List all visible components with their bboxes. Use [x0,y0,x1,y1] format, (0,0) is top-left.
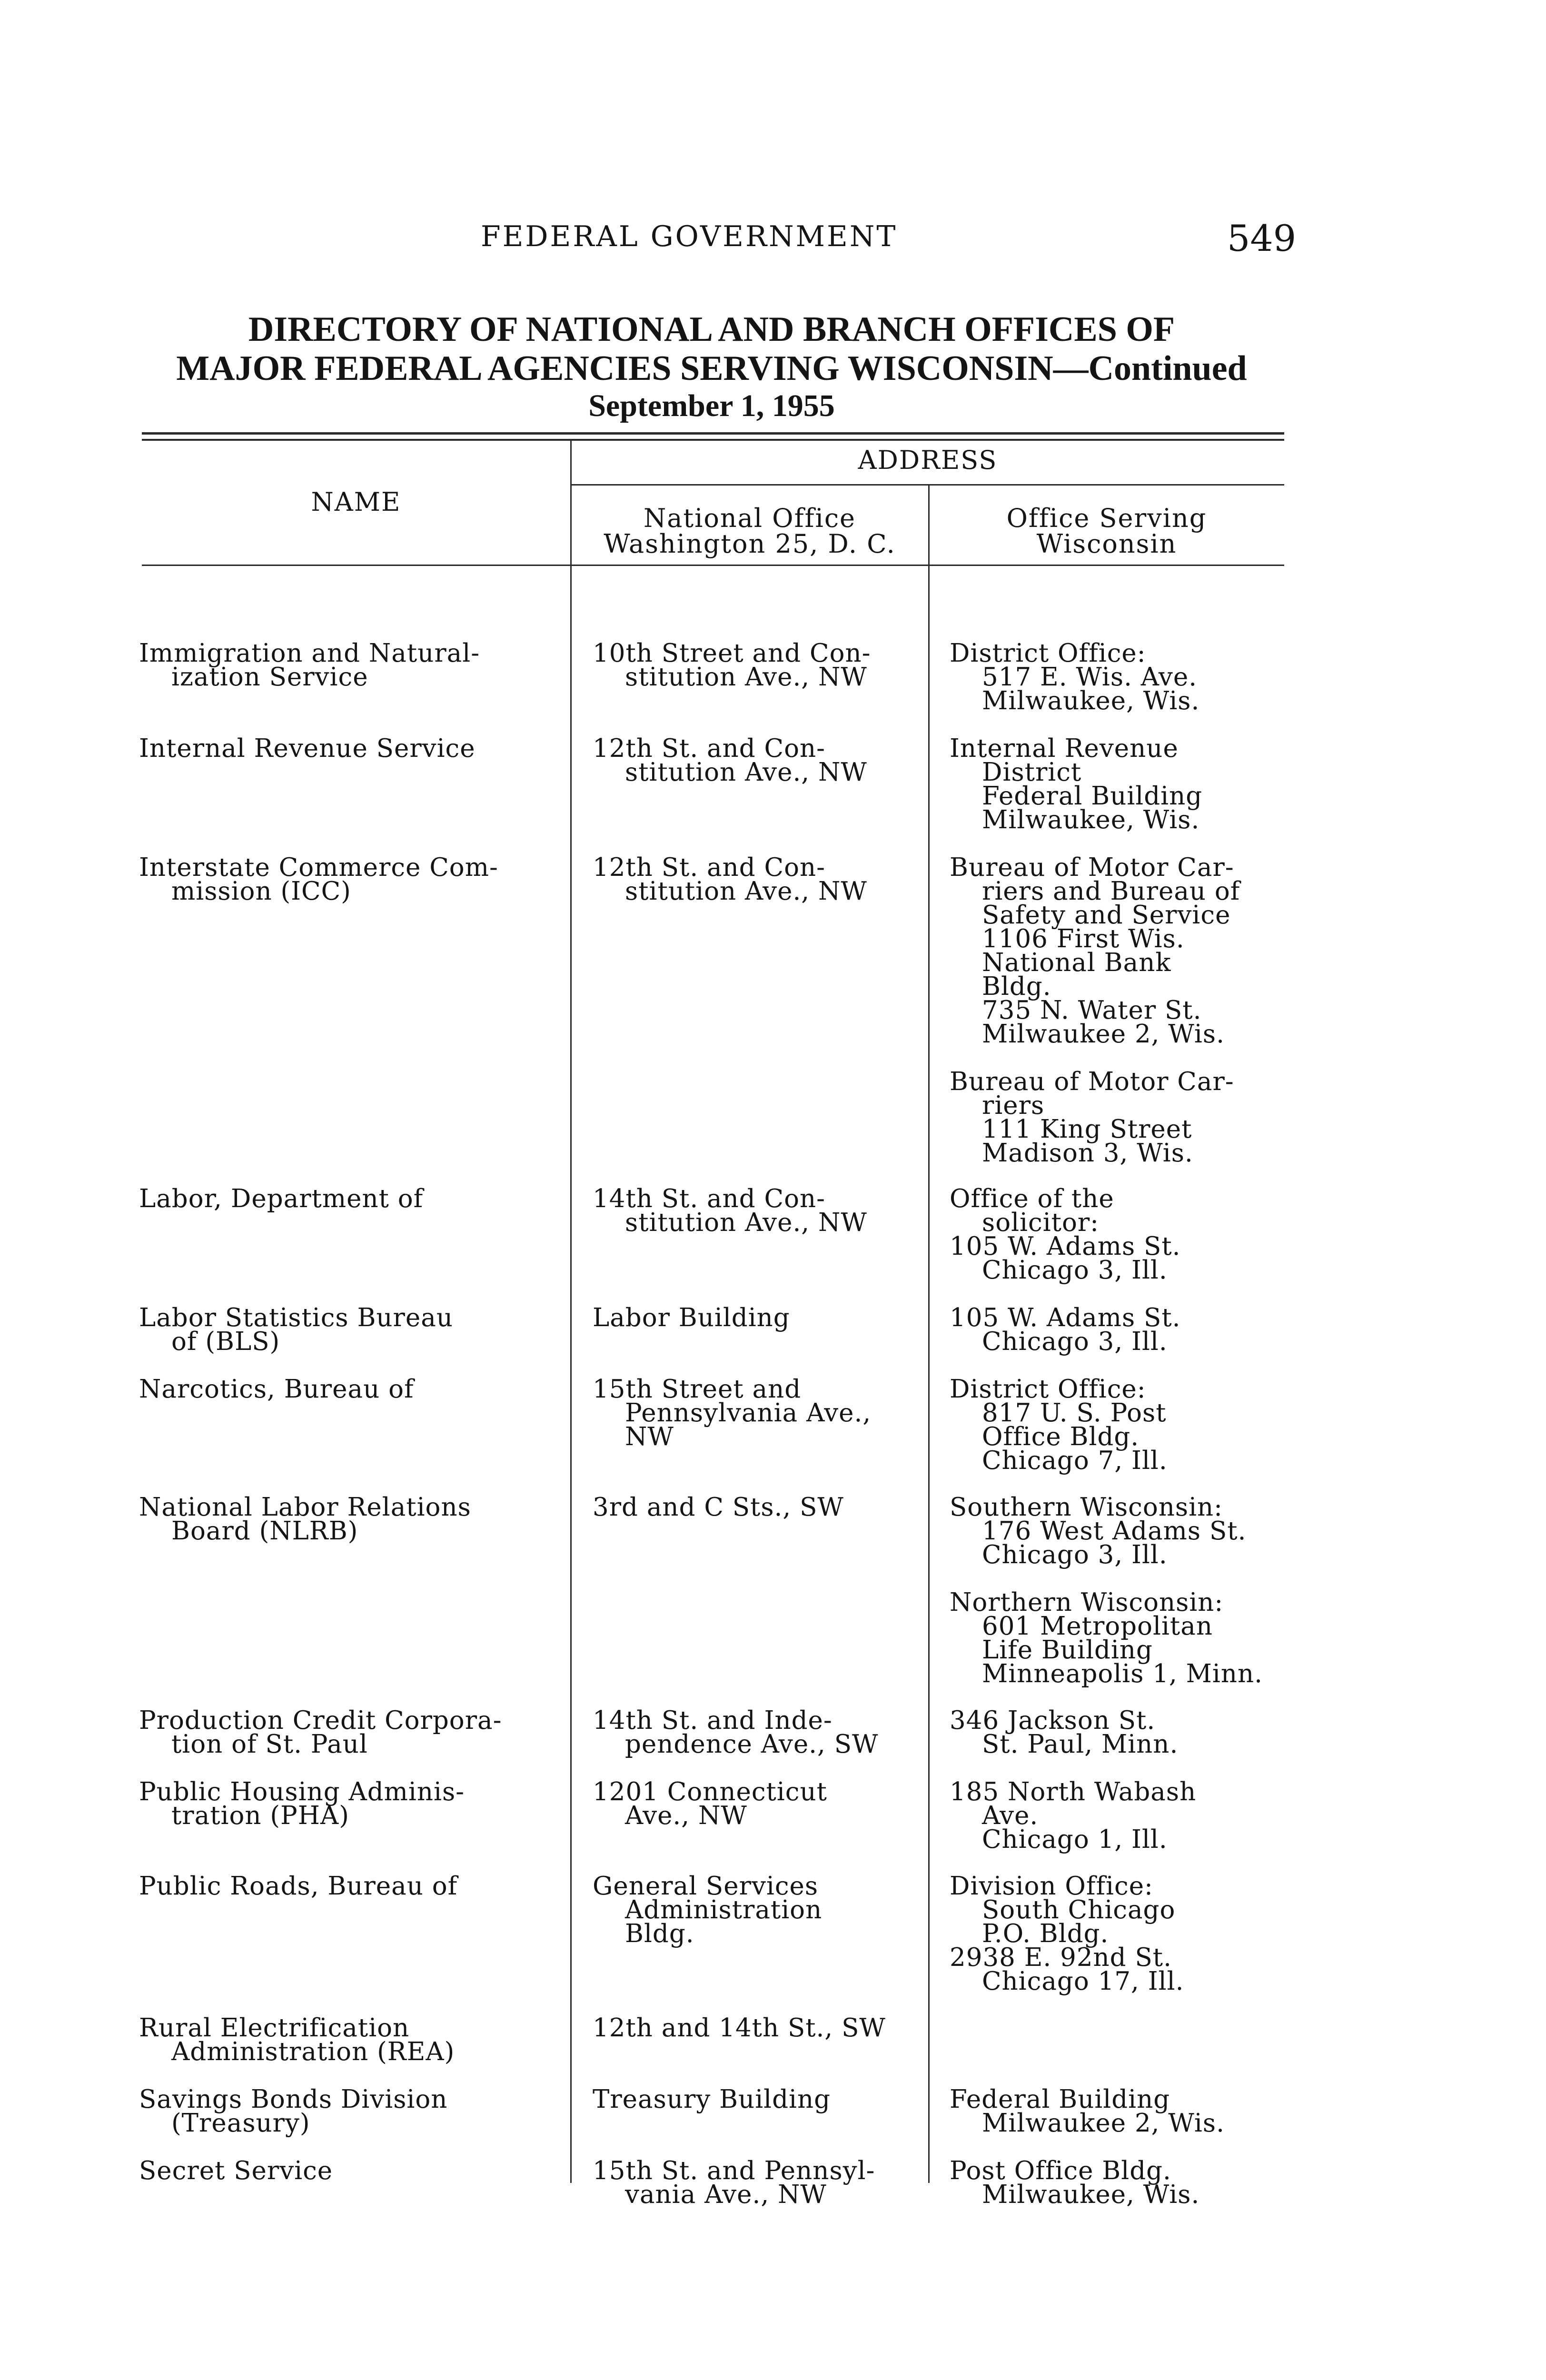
serving-office-address: District Office: 517 E. Wis. Ave. Milwaukee, Wis. [950,639,1200,715]
name-column-rule [570,441,572,2183]
header-bottom-rule [142,565,1284,566]
national-office-address: 12th and 14th St., SW [593,2013,886,2043]
agency-name: National Labor Relations Board (NLRB) [139,1493,471,1546]
serving-office-address: Federal Building Milwaukee 2, Wis. [950,2085,1225,2138]
national-office-location: Washington 25, D. C. [604,529,896,559]
agency-name: Immigration and Natural- ization Service [139,639,480,692]
agency-name: Production Credit Corpora- tion of St. Paul [139,1706,502,1759]
national-office-address: General Services Administration Bldg. [593,1872,823,1948]
serving-office-address: Internal Revenue District Federal Building Milwaukee, Wis. [950,734,1203,834]
top-double-rule-lower [142,439,1284,441]
column-header-address: ADDRESS [858,445,998,475]
serving-office-address: District Office: 817 U. S. Post Office Bldg. Chicago 7, Ill. [950,1375,1168,1475]
serving-office-label: Office Serving [1006,503,1207,533]
serving-office-address: Southern Wisconsin: 176 West Adams St. Chicago 3, Ill. [950,1493,1247,1569]
national-office-address: 12th St. and Con- stitution Ave., NW [593,853,867,906]
running-title: FEDERAL GOVERNMENT [481,220,898,253]
serving-office-address: Division Office: South Chicago P.O. Bldg. 2938 E. 92nd St. Chicago 17, Ill. [950,1872,1184,1996]
agency-name: Interstate Commerce Com- mission (ICC) [139,853,498,906]
national-office-address: 15th St. and Pennsyl- vania Ave., NW [593,2156,875,2209]
serving-office-state: Wisconsin [1036,529,1177,559]
page-number: 549 [1227,217,1297,259]
national-office-address: 1201 Connecticut Ave., NW [593,1777,827,1830]
directory-date: September 1, 1955 [588,388,835,423]
column-header-name: NAME [311,487,401,517]
agency-name: Labor Statistics Bureau of (BLS) [139,1303,453,1356]
agency-name: Public Roads, Bureau of [139,1872,458,1901]
top-double-rule-upper [142,432,1284,435]
agency-name: Public Housing Adminis- tration (PHA) [139,1777,465,1830]
serving-office-address: 346 Jackson St. St. Paul, Minn. [950,1706,1179,1759]
national-office-address: 3rd and C Sts., SW [593,1493,844,1522]
serving-office-address: Bureau of Motor Car- riers and Bureau of Safety and Service 1106 First Wis. National Bank Bldg. 735 N. Water St. Milwaukee 2, Wis. [950,853,1240,1049]
national-office-address: 14th St. and Inde- pendence Ave., SW [593,1706,879,1759]
agency-name: Labor, Department of [139,1184,424,1213]
national-office-address: 10th Street and Con- stitution Ave., NW [593,639,871,692]
national-office-address: Treasury Building [593,2085,831,2114]
agency-name: Secret Service [139,2156,333,2185]
address-divider-rule [571,484,1284,486]
serving-office-address: 185 North Wabash Ave. Chicago 1, Ill. [950,1777,1197,1854]
national-office-address: 14th St. and Con- stitution Ave., NW [593,1184,867,1237]
national-office-address: 15th Street and Pennsylvania Ave., NW [593,1375,872,1451]
national-column-rule [928,486,930,2183]
directory-title-line-2: MAJOR FEDERAL AGENCIES SERVING WISCONSIN—Continued [176,349,1247,388]
national-office-address: Labor Building [593,1303,790,1332]
national-office-label: National Office [643,503,856,533]
running-head [0,217,1546,263]
agency-name: Savings Bonds Division (Treasury) [139,2085,448,2138]
directory-title-line-1: DIRECTORY OF NATIONAL AND BRANCH OFFICES OF [248,310,1175,349]
agency-name: Rural Electrification Administration (REA) [139,2013,455,2066]
national-office-address: 12th St. and Con- stitution Ave., NW [593,734,867,787]
serving-office-address-secondary: Bureau of Motor Car- riers 111 King Street Madison 3, Wis. [950,1067,1234,1168]
column-header-serving-office [929,503,1284,559]
agency-name: Internal Revenue Service [139,734,476,763]
serving-office-address: Office of the solicitor: 105 W. Adams St. Chicago 3, Ill. [950,1184,1181,1285]
agency-name: Narcotics, Bureau of [139,1375,414,1404]
column-header-national-office [571,503,928,559]
serving-office-address: 105 W. Adams St. Chicago 3, Ill. [950,1303,1181,1356]
serving-office-address-secondary: Northern Wisconsin: 601 Metropolitan Life Building Minneapolis 1, Minn. [950,1588,1263,1688]
serving-office-address: Post Office Bldg. Milwaukee, Wis. [950,2156,1200,2209]
